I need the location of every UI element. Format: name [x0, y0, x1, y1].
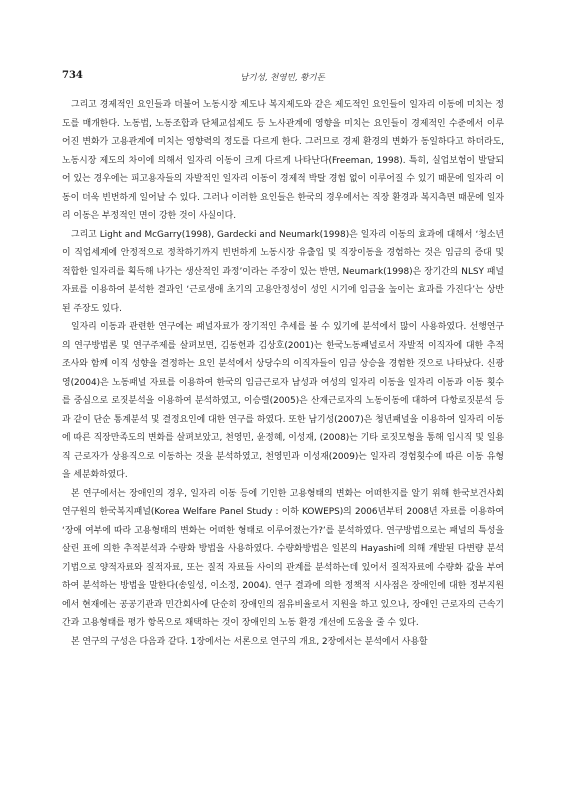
paragraph: 본 연구에서는 장애인의 경우, 일자리 이동 등에 기인한 고용형태의 변화는 어떠한지를 알기 위해 한국보건사회연구원의 한국복지패널(Korea Welfare Panel Study : 이하 KOWEPS)의 2006년부터 2008년 자료를 이용하여 ‘장애 여부에 따라 고용형태의 변화는 어떠한 형태로 이루어졌는가?’를 분석하였다. 연구방법으로는 패널의 특성을 살린 표에 의한 추적분석과 수량화 방법을 사용하였다. 수량화방법은 일본의 Hayashi에 의해 개발된 다변량 분석기법으로 양적자료와 질적자료, 또는 질적 자료들 사이의 관계를 분석하는데 있어서 질적자료에 수량화 값을 부여하여 분석하는 방법을 말한다(송일성, 이소정, 2004). 연구 결과에 의한 정책적 시사점은 장애인에 대한 정부지원에서 현재에는 공공기관과 민간회사에 단순히 장애인의 점유비율로서 지원을 하고 있으나, 장애인 근로자의 근속기간과 고용형태를 평가 항목으로 채택하는 것이 장애인의 노동 환경 개선에 도움을 줄 수 있다. [62, 488, 504, 628]
page-number: 734 [62, 70, 83, 81]
page-header [62, 70, 503, 86]
paragraph: 그리고 경제적인 요인들과 더불어 노동시장 제도나 복지제도와 같은 제도적인 요인들이 일자리 이동에 미치는 정도를 매개한다. 노동법, 노동조합과 단체교섭제도 등 노사관계에 영향을 미치는 요인들이 경제적인 수준에서 이루어진 변화가 고용관계에 미치는 영향력의 정도를 다르게 한다. 그러므로 경제 환경의 변화가 동일하다고 하더라도, 노동시장 제도의 차이에 의해서 일자리 이동이 크게 다르게 나타난다(Freeman, 1998). 특히, 실업보험이 발달되어 있는 경우에는 피고용자들의 자발적인 일자리 이동이 경제적 박탈 경험 없이 이루어질 수 있기 때문에 일자리 이동이 더욱 빈번하게 일어날 수 있다. 그러나 이러한 요인들은 한국의 경우에서는 직장 환경과 복지측면 때문에 일자리 이동은 부정적인 면이 강한 것이 사실이다. [62, 100, 504, 221]
paragraph: 본 연구의 구성은 다음과 같다. 1장에서는 서론으로 연구의 개요, 2장에서는 분석에서 사용할 [71, 636, 428, 647]
body-text [62, 96, 504, 651]
paragraph: 일자리 이동과 관련한 연구에는 패널자료가 장기적인 추세를 볼 수 있기에 분석에서 많이 사용하였다. 선행연구의 연구방법론 및 연구주제를 살펴보면, 김동헌과 김상호(2001)는 한국노동패널로서 자발적 이직자에 대한 추적 조사와 함께 이직 성향을 결정하는 요인 분석에서 상당수의 이직자들이 임금 상승을 경험한 것으로 나타났다. 신광영(2004)은 노동패널 자료를 이용하여 한국의 임금근로자 남성과 여성의 일자리 이동을 일자리 이동과 이동 횟수를 중심으로 로짓분석을 이용하여 분석하였고, 이승렬(2005)은 산재근로자의 노동이동에 대하여 다항로짓분석 등과 같이 단순 통계분석 및 결정요인에 대한 연구를 하였다. 또한 남기성(2007)은 청년패널을 이용하여 일자리 이동에 따른 직장만족도의 변화를 살펴보았고, 천영민, 윤정혜, 이성재, (2008)는 기타 로짓모형을 통해 임시직 및 일용직 근로자가 상용직으로 이동하는 것을 분석하였고, 천영민과 이성재(2009)는 일자리 경험횟수에 따른 이동 유형을 세분화하였다. [62, 322, 504, 480]
running-head-authors: 남기성, 천영민, 황기돈 [240, 73, 325, 83]
paragraph: 그리고 Light and McGarry(1998), Gardecki and Neumark(1998)은 일자리 이동의 효과에 대해서 ‘청소년이 직업세계에 안정적으로 정착하기까지 빈번하게 노동시장 유출입 및 직장이동을 경험하는 것은 임금의 증대 및 적합한 일자리를 획득해 나가는 생산적인 과정’이라는 주장이 있는 반면, Neumark(1998)은 장기간의 NLSY 패널 자료를 이용하여 분석한 결과인 ‘근로생애 초기의 고용안정성이 성인 시기에 임금을 높이는 효과를 가진다’는 상반된 주장도 있다. [62, 229, 504, 314]
